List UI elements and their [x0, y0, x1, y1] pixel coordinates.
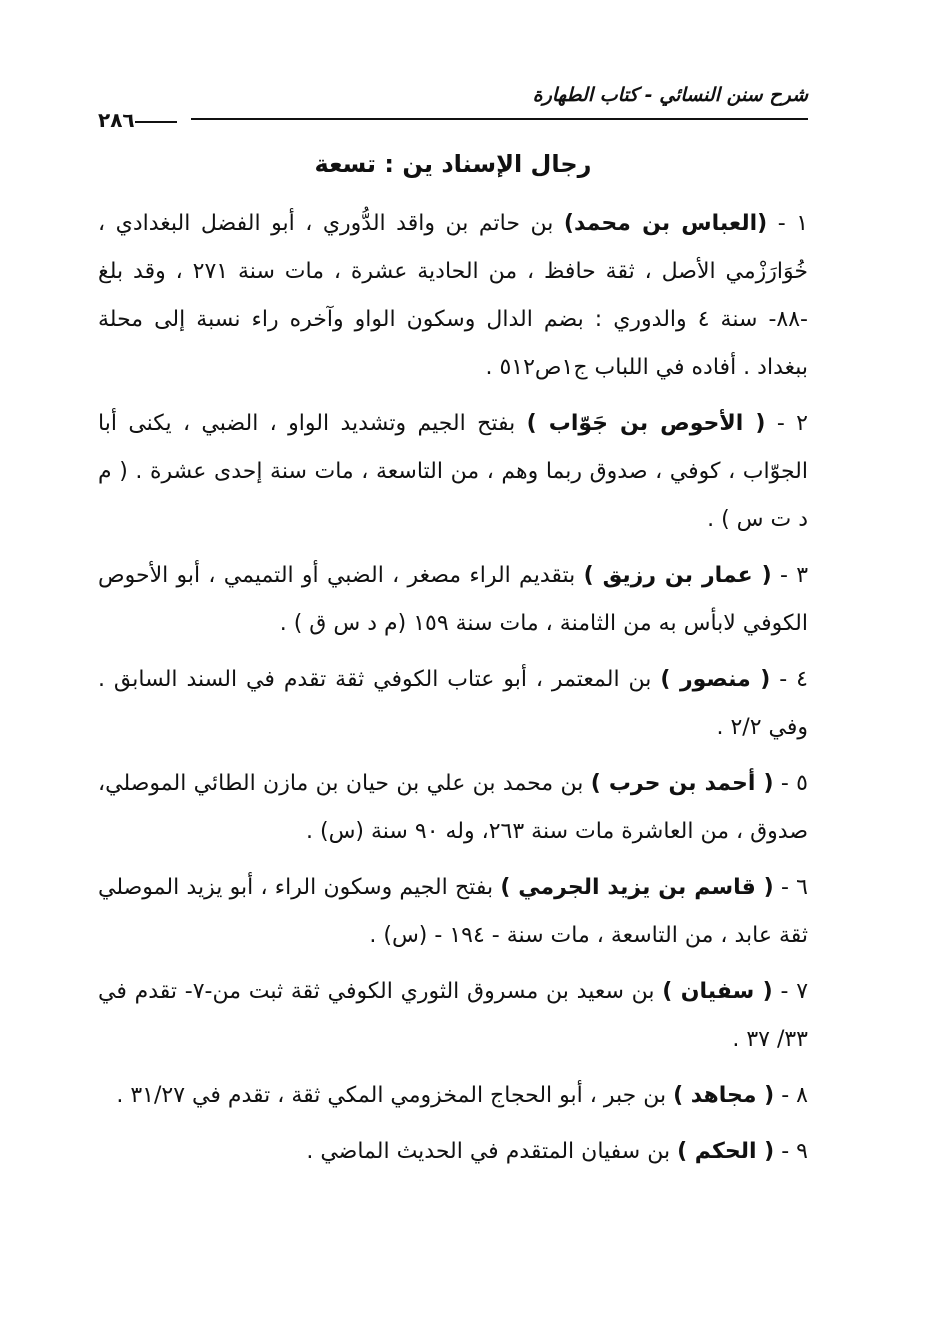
entry-text: بفتح الجيم وسكون الراء ، أبو يزيد الموصلي ثقة عابد ، من التاسعة ، مات سنة - ١٩٤ - (س) .	[98, 875, 808, 948]
entry-text: بن محمد بن علي بن حيان بن مازن الطائي الموصلي، صدوق ، من العاشرة مات سنة ٢٦٣، وله ٩٠ سنة (س) .	[98, 771, 808, 844]
narrator-entry	[98, 864, 808, 960]
narrator-name: ( عمار بن رزيق )	[583, 563, 772, 588]
narrator-list	[98, 200, 808, 1184]
entry-number: ١ -	[777, 211, 809, 236]
page-header	[98, 80, 808, 140]
entry-number: ٩ -	[781, 1139, 808, 1164]
entry-number: ٨ -	[781, 1083, 808, 1108]
page-number	[98, 108, 191, 132]
narrator-name: (العباس بن محمد)	[563, 211, 768, 236]
narrator-name: ( أحمد بن حرب )	[590, 771, 774, 796]
entry-text: بفتح الجيم وتشديد الواو ، الضبي ، يكنى أبا الجوّاب ، كوفي ، صدوق ربما وهم ، من التاسعة ، مات سنة إحدى عشرة . ( م د ت س ) .	[98, 411, 808, 532]
narrator-name: ( سفيان )	[662, 979, 773, 1004]
narrator-entry	[98, 400, 808, 544]
page-number-dash	[135, 121, 177, 123]
narrator-entry	[98, 1072, 808, 1120]
entry-number: ٢ -	[776, 411, 808, 436]
entry-text: بن سفيان المتقدم في الحديث الماضي .	[306, 1139, 671, 1164]
narrator-name: ( مجاهد )	[673, 1083, 775, 1108]
entry-number: ٤ -	[779, 667, 808, 692]
running-title: شرح سنن النسائي - كتاب الطهارة	[532, 84, 808, 106]
narrator-name: ( الأحوص بن جَوّاب )	[526, 411, 766, 436]
entry-text: بن المعتمر ، أبو عتاب الكوفي ثقة تقدم في السند السابق . وفي ٢/٢ .	[98, 667, 808, 740]
narrator-name: ( منصور )	[660, 667, 771, 692]
entry-text: بن سعيد بن مسروق الثوري الكوفي ثقة ثبت من-٧- تقدم في ٣٣/ ٣٧ .	[98, 979, 808, 1052]
header-divider	[98, 118, 808, 120]
entry-text: بن حاتم بن واقد الدُّوري ، أبو الفضل البغدادي ، خُوَارَزْمي الأصل ، ثقة حافظ ، من الحادية عشرة ، مات سنة ٢٧١ ، وقد بلغ -٨٨- سنة ٤ والدوري : بضم الدال وسكون الواو وآخره راء نسبة إلى محلة ببغداد . أفاده في اللباب ج١ص٥١٢ .	[98, 211, 808, 380]
narrator-name: ( قاسم بن يزيد الجرمي )	[500, 875, 774, 900]
narrator-entry	[98, 760, 808, 856]
narrator-entry	[98, 200, 808, 392]
entry-text: بتقديم الراء مصغر ، الضبي أو التميمي ، أبو الأحوص الكوفي لابأس به من الثامنة ، مات سنة ١٥٩ (م د س ق ) .	[98, 563, 808, 636]
page-number-value: ٢٨٦	[98, 108, 135, 132]
entry-number: ٥ -	[780, 771, 808, 796]
entry-text: بن جبر ، أبو الحجاج المخزومي المكي ثقة ، تقدم في ٣١/٢٧ .	[116, 1083, 667, 1108]
section-heading: رجال الإسناد ين : تسعة	[314, 150, 592, 178]
entry-number: ٣ -	[779, 563, 809, 588]
entry-number: ٦ -	[780, 875, 808, 900]
narrator-entry	[98, 552, 808, 648]
narrator-name: ( الحكم )	[677, 1139, 775, 1164]
narrator-entry	[98, 968, 808, 1064]
narrator-entry	[98, 656, 808, 752]
narrator-entry	[98, 1128, 808, 1176]
entry-number: ٧ -	[780, 979, 809, 1004]
